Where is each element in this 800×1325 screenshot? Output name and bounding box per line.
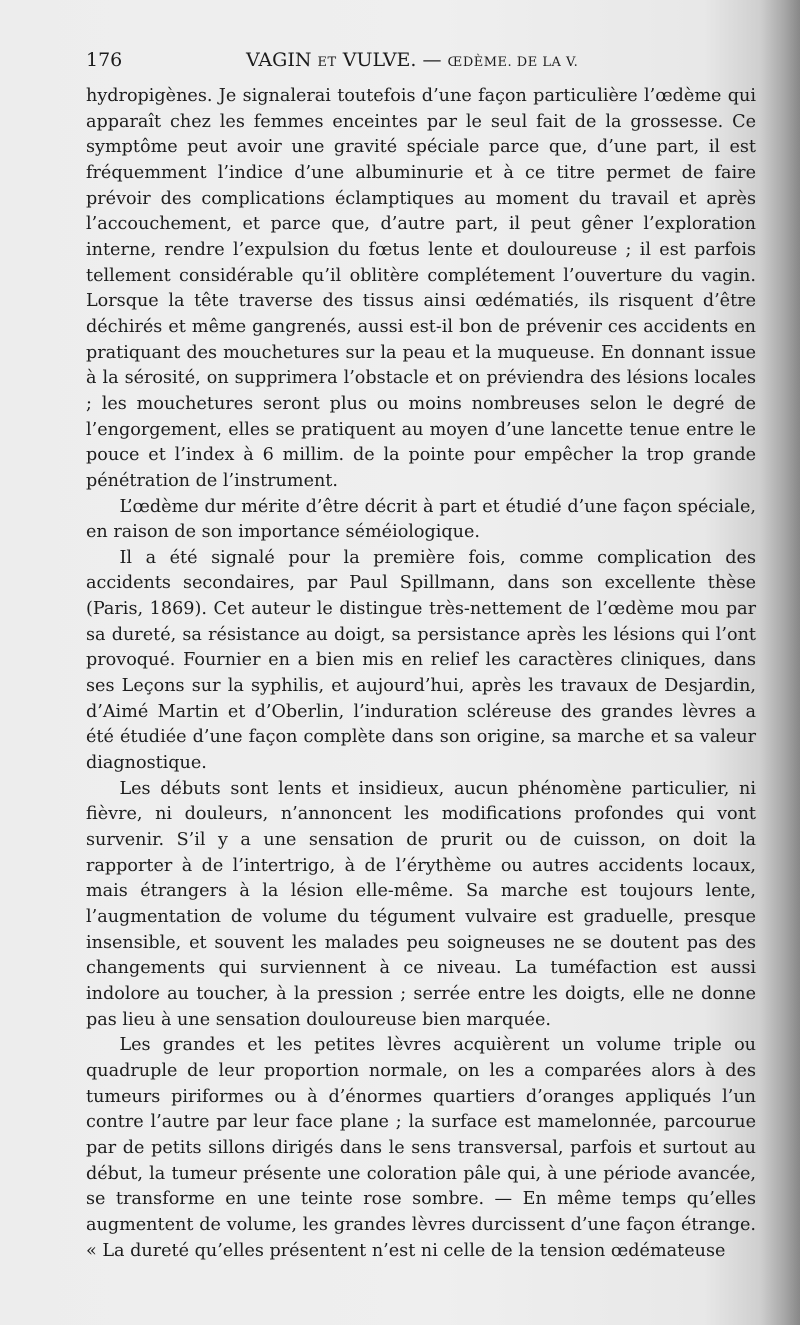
running-head [246, 44, 578, 79]
paragraph: Les débuts sont lents et insidieux, aucun phénomène particulier, ni fièvre, ni douleurs, n’annoncent les modifications profondes qui vont survenir. S’il y a une sensation de prurit ou de cuisson, on doit la rapporter à de l’intertrigo, à de l’érythème ou autres accidents locaux, mais étrangers à la lésion elle-même. Sa marche est toujours lente, l’augmentation de volume du tégument vulvaire est graduelle, presque insensible, et souvent les malades peu soigneuses ne se doutent pas des changements qui surviennent à ce niveau. La tuméfaction est aussi indolore au toucher, à la pression ; serrée entre les doigts, elle ne donne pas lieu à une sensation douloureuse bien marquée. [86, 778, 756, 1030]
page-header [86, 44, 756, 76]
page-number: 176 [86, 49, 123, 71]
paragraph: hydropigènes. Je signalerai toutefois d’une façon particulière l’œdème qui apparaît chez les femmes enceintes par le seul fait de la grossesse. Ce symptôme peut avoir une gravité spéciale parce que, d’une part, il est fréquemment l’indice d’une albuminurie et à ce titre permet de faire prévoir des complications éclamptiques au moment du travail et après l’accouchement, et parce que, d’autre part, il peut gêner l’exploration interne, rendre l’expulsion du fœtus lente et douloureuse ; il est parfois tellement considérable qu’il oblitère complétement l’ouverture du vagin. Lorsque la tête traverse des tissus ainsi œdématiés, ils risquent d’être déchirés et même gangrenés, aussi est-il bon de prévenir ces accidents en pratiquant des mouchetures sur la peau et la muqueuse. En donnant issue à la sérosité, on supprimera l’obstacle et on préviendra des lésions locales ; les mouchetures seront plus ou moins nombreuses selon le degré de l’engorgement, elles se pratiquent au moyen d’une lancette tenue entre le pouce et l’index à 6 millim. de la pointe pour empêcher la trop grande pénétration de l’instrument. [86, 86, 756, 491]
paragraph: L’œdème dur mérite d’être décrit à part et étudié d’une façon spéciale, en raison de son importance séméiologique. [86, 496, 756, 543]
paragraph: Les grandes et les petites lèvres acquièrent un volume triple ou quadruple de leur proportion normale, on les a comparées alors à des tumeurs piriformes ou à d’énormes quartiers d’oranges appliqués l’un contre l’autre par leur face plane ; la surface est mamelonnée, parcourue par de petits sillons dirigés dans le sens transversal, parfois et surtout au début, la tumeur présente une coloration pâle qui, à une période avancée, se transforme en une teinte rose sombre. — En même temps qu’elles augmentent de volume, les grandes lèvres durcissent d’une façon étrange. « La dureté qu’elles présentent n’est ni celle de la tension œdémateuse [86, 1035, 756, 1261]
body-text [86, 84, 756, 1264]
running-head-conjunction: ET [317, 55, 337, 70]
page-edge-shadow [760, 0, 800, 1325]
running-head-title-end: VULVE. — [336, 49, 448, 71]
running-head-title: VAGIN [246, 49, 318, 71]
paragraph: Il a été signalé pour la première fois, comme complication des accidents secondaires, par Paul Spillmann, dans son excellente thèse (Paris, 1869). Cet auteur le distingue très-nettement de l’œdème mou par sa dureté, sa résistance au doigt, sa persistance après les lésions qui l’ont provoqué. Fournier en a bien mis en relief les caractères cliniques, dans ses Leçons sur la syphilis, et aujourd’hui, après les travaux de Desjardin, d’Aimé Martin et d’Oberlin, l’induration scléreuse des grandes lèvres a été étudiée d’une façon complète dans son origine, sa marche et sa valeur diagnostique. [86, 547, 756, 774]
running-head-section: ŒDÈME. DE LA V. [447, 55, 579, 70]
